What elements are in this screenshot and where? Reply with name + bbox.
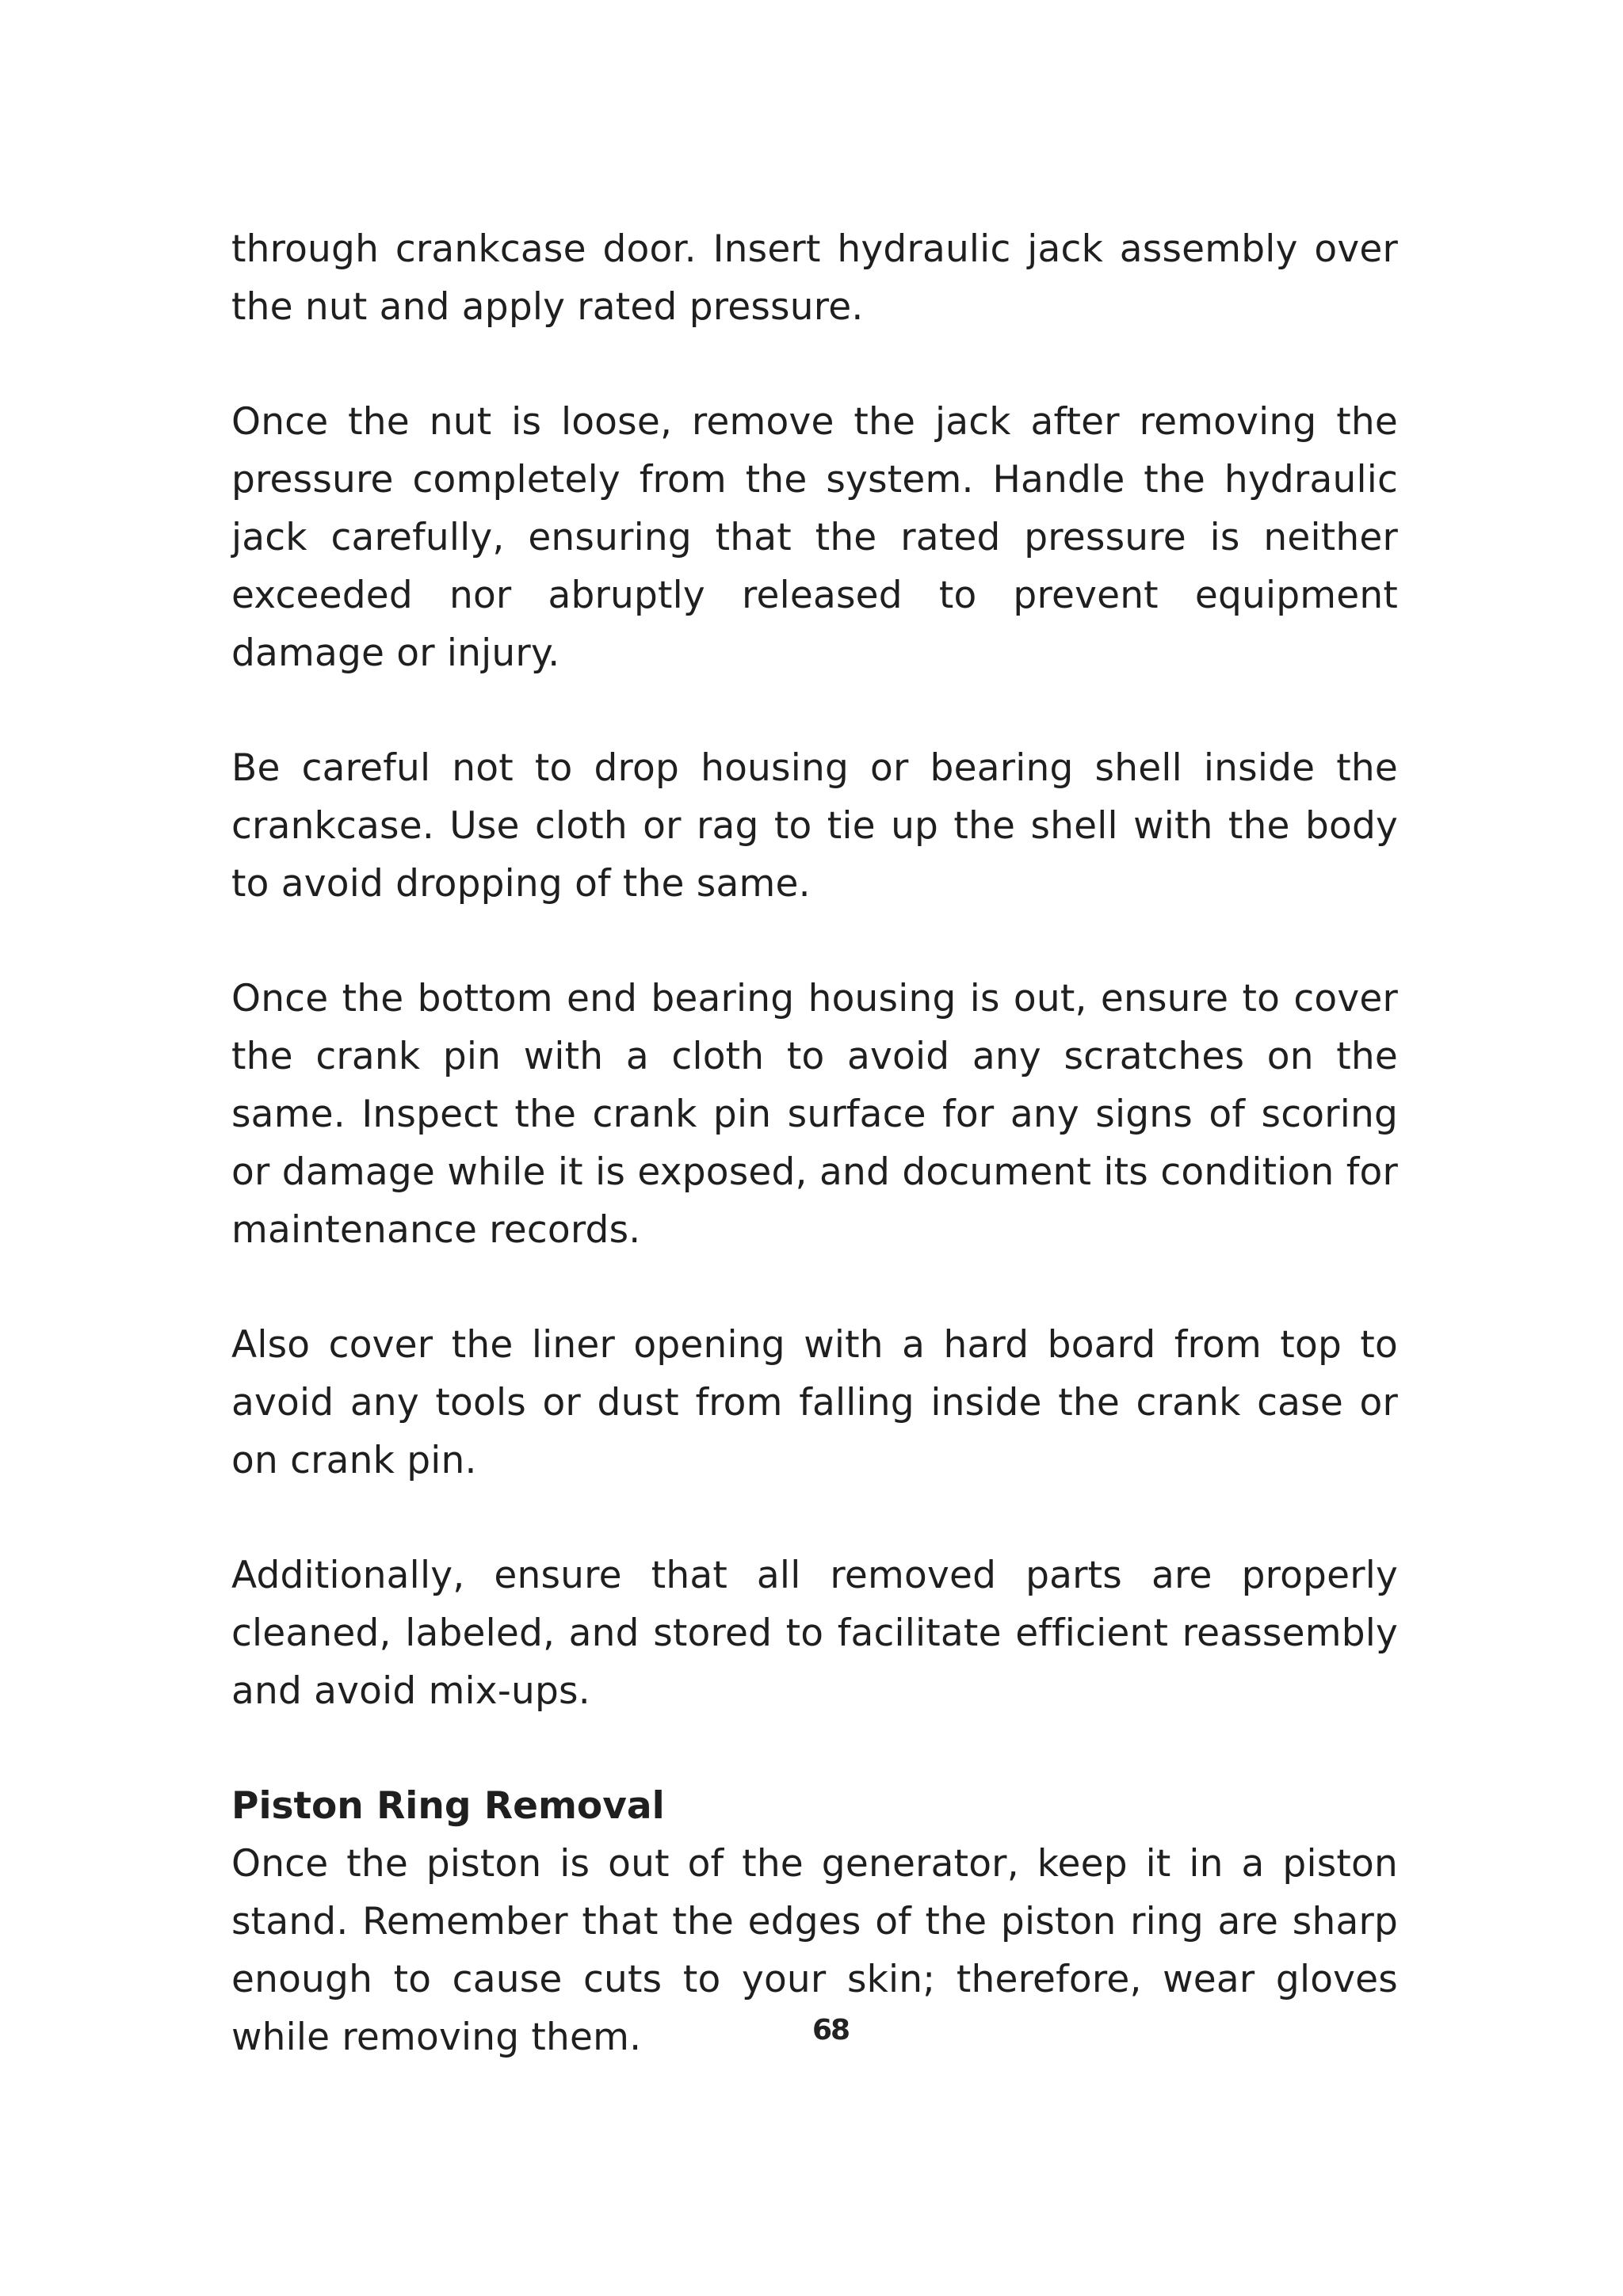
section-heading: Piston Ring Removal <box>231 1784 665 1828</box>
paragraph-removed-parts: Additionally, ensure that all removed parts are properly cleaned, labeled, and stored to facilitate efficient reassembly and avoid mix-ups. <box>231 1554 1398 1713</box>
page-number: 68 <box>812 2014 850 2046</box>
paragraph-drop-warning: Be careful not to drop housing or bearing shell inside the crankcase. Use cloth or rag to tie up the shell with the body to avoid dropping of the same. <box>231 746 1398 906</box>
section-body: Once the piston is out of the generator, keep it in a piston stand. Remember that the edges of the piston ring are sharp enough to cause cuts to your skin; therefore, wear gloves while removing them. <box>231 1842 1398 2059</box>
paragraph-hydraulic-jack-insert: through crankcase door. Insert hydraulic jack assembly over the nut and apply rated pressure. <box>231 227 1398 329</box>
paragraph-remove-jack: Once the nut is loose, remove the jack after removing the pressure completely from the system. Handle the hydraulic jack carefully, ensuring that the rated pressure is neither exceeded nor abruptly released to prevent equipment damage or injury. <box>231 400 1398 675</box>
paragraph-cover-crank-pin: Once the bottom end bearing housing is out, ensure to cover the crank pin with a cloth to avoid any scratches on the same. Inspect the crank pin surface for any signs of scoring or damage while it is exposed, and document its condition for maintenance records. <box>231 977 1398 1252</box>
document-page <box>231 220 1398 2066</box>
paragraph-cover-liner: Also cover the liner opening with a hard board from top to avoid any tools or dust from falling inside the crank case or on crank pin. <box>231 1323 1398 1482</box>
